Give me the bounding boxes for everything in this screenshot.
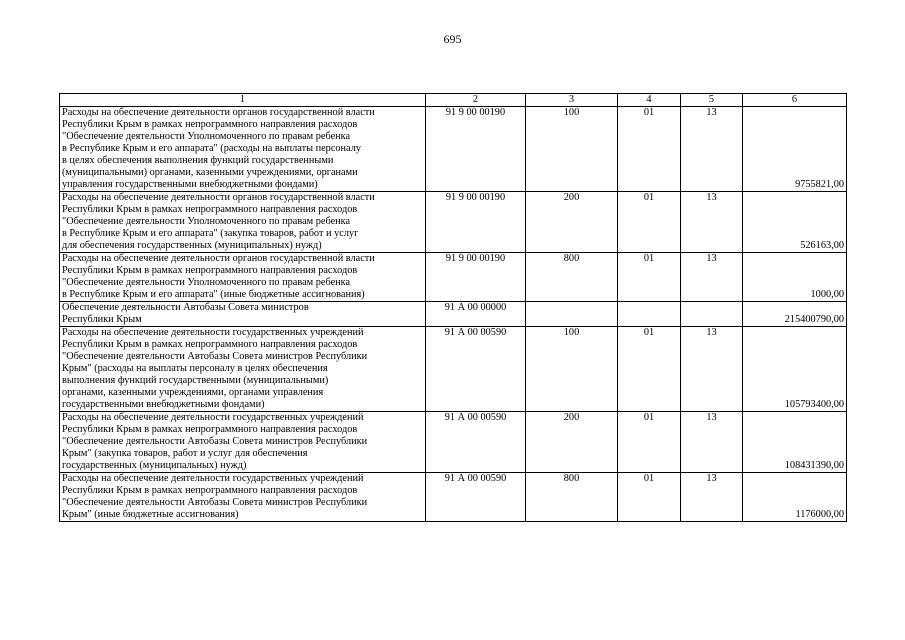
subsection-code: 13 (681, 412, 743, 473)
expense-type-code: 100 (526, 327, 618, 412)
row-description: Расходы на обеспечение деятельности органов государственной власти Республики Крым в рамках непрограммного направления расходов "Обеспечение деятельности Уполномоченного по правам ребенка в Республике Крым и его аппарата" (расходы на выплаты персоналу в целях обеспечения выполнения функций государственными (муниципальными) органами, казенными учреждениями, органами управления государственными внебюджетными фондами) (60, 107, 426, 192)
section-code: 01 (618, 253, 681, 302)
column-header: 3 (526, 94, 618, 107)
expense-type-code (526, 302, 618, 327)
expense-type-code: 200 (526, 412, 618, 473)
section-code: 01 (618, 107, 681, 192)
table-row (60, 302, 847, 327)
column-header: 6 (743, 94, 847, 107)
table-row (60, 253, 847, 302)
subsection-code: 13 (681, 192, 743, 253)
table-header-row (60, 94, 847, 107)
expense-type-code: 800 (526, 473, 618, 522)
amount-value: 1176000,00 (743, 473, 847, 522)
row-description: Обеспечение деятельности Автобазы Совета министров Республики Крым (60, 302, 426, 327)
subsection-code: 13 (681, 107, 743, 192)
row-description: Расходы на обеспечение деятельности государственных учреждений Республики Крым в рамках непрограммного направления расходов "Обеспечение деятельности Автобазы Совета министров Республики Крым" (иные бюджетные ассигнования) (60, 473, 426, 522)
row-description: Расходы на обеспечение деятельности органов государственной власти Республики Крым в рамках непрограммного направления расходов "Обеспечение деятельности Уполномоченного по правам ребенка в Республике Крым и его аппарата" (закупка товаров, работ и услуг для обеспечения государственных (муниципальных) нужд) (60, 192, 426, 253)
row-description: Расходы на обеспечение деятельности государственных учреждений Республики Крым в рамках непрограммного направления расходов "Обеспечение деятельности Автобазы Совета министров Республики Крым" (закупка товаров, работ и услуг для обеспечения государственных (муниципальных) нужд) (60, 412, 426, 473)
column-header: 5 (681, 94, 743, 107)
subsection-code: 13 (681, 473, 743, 522)
target-article-code: 91 А 00 00000 (426, 302, 526, 327)
amount-value: 215400790,00 (743, 302, 847, 327)
expense-type-code: 200 (526, 192, 618, 253)
section-code: 01 (618, 192, 681, 253)
target-article-code: 91 9 00 00190 (426, 192, 526, 253)
expense-type-code: 800 (526, 253, 618, 302)
amount-value: 1000,00 (743, 253, 847, 302)
section-code: 01 (618, 327, 681, 412)
target-article-code: 91 А 00 00590 (426, 412, 526, 473)
subsection-code (681, 302, 743, 327)
row-description: Расходы на обеспечение деятельности органов государственной власти Республики Крым в рамках непрограммного направления расходов "Обеспечение деятельности Уполномоченного по правам ребенка в Республике Крым и его аппарата" (иные бюджетные ассигнования) (60, 253, 426, 302)
amount-value: 105793400,00 (743, 327, 847, 412)
target-article-code: 91 9 00 00190 (426, 107, 526, 192)
subsection-code: 13 (681, 253, 743, 302)
table-body (60, 107, 847, 522)
expense-type-code: 100 (526, 107, 618, 192)
page-number: 695 (443, 32, 462, 46)
amount-value: 108431390,00 (743, 412, 847, 473)
section-code: 01 (618, 412, 681, 473)
subsection-code: 13 (681, 327, 743, 412)
column-header: 1 (60, 94, 426, 107)
target-article-code: 91 А 00 00590 (426, 327, 526, 412)
column-header: 4 (618, 94, 681, 107)
amount-value: 9755821,00 (743, 107, 847, 192)
table-row (60, 412, 847, 473)
column-header: 2 (426, 94, 526, 107)
budget-table (59, 93, 847, 522)
target-article-code: 91 9 00 00190 (426, 253, 526, 302)
amount-value: 526163,00 (743, 192, 847, 253)
table-row (60, 473, 847, 522)
table-row (60, 192, 847, 253)
table-row (60, 327, 847, 412)
section-code: 01 (618, 473, 681, 522)
row-description: Расходы на обеспечение деятельности государственных учреждений Республики Крым в рамках непрограммного направления расходов "Обеспечение деятельности Автобазы Совета министров Республики Крым" (расходы на выплаты персоналу в целях обеспечения выполнения функций государственными (муниципальными) органами, казенными учреждениями, органами управления государственными внебюджетными фондами) (60, 327, 426, 412)
section-code (618, 302, 681, 327)
target-article-code: 91 А 00 00590 (426, 473, 526, 522)
table-row (60, 107, 847, 192)
